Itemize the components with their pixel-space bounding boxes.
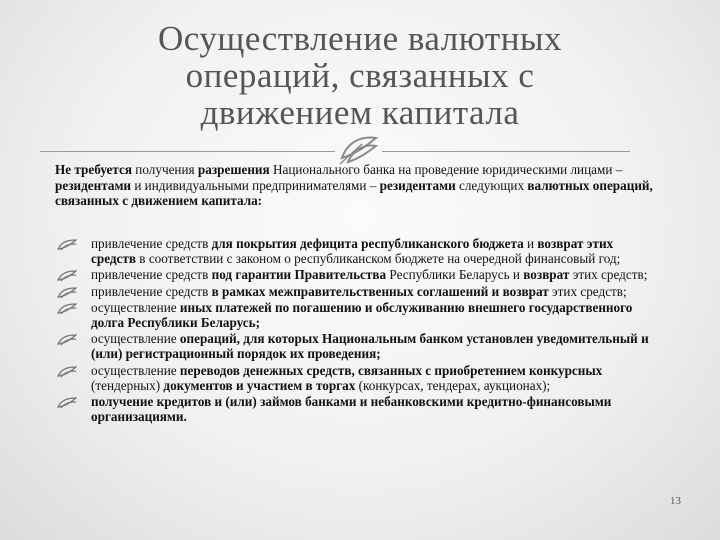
- leaf-bullet-icon: [57, 239, 77, 251]
- title-divider-right: [382, 151, 630, 152]
- list-item: [55, 363, 655, 393]
- item-text: (конкурсах, тендерах, аукционах);: [355, 377, 551, 393]
- item-text: этих средств;: [548, 283, 627, 299]
- leaf-bullet-icon: [57, 366, 77, 378]
- item-text: для покрытия дефицита республиканского бюджета: [211, 236, 524, 251]
- item-text: в соответствии с законом о республиканском бюджете на очередной финансовый год;: [136, 251, 621, 267]
- list-item: [55, 394, 655, 424]
- item-text: документов и участием в торгах: [163, 377, 356, 393]
- title-divider-left: [40, 151, 335, 152]
- intro-text: валютных операций, связанных с движением капитала:: [55, 177, 653, 208]
- item-text: в рамках межправительственных соглашений и возврат: [211, 283, 549, 299]
- intro-text: следующих: [455, 177, 528, 193]
- list-item: [55, 300, 655, 330]
- item-text: Республики Беларусь и: [386, 267, 524, 283]
- item-text: переводов денежных средств, связанных с приобретением конкурсных: [179, 362, 603, 378]
- item-text: иных платежей по погашению и обслуживанию внешнего государственного долга Республики Беларусь;: [91, 299, 633, 331]
- item-text: и: [523, 236, 538, 251]
- item-text: привлечение средств: [91, 283, 212, 299]
- item-text: возврат этих средств: [91, 236, 614, 267]
- item-text: этих средств;: [569, 267, 648, 283]
- intro-text: резидентами: [379, 177, 456, 193]
- item-text: осуществление: [91, 362, 180, 378]
- item-text: получение кредитов и (или) займов банками и небанковскими кредитно-финансовыми организациями.: [91, 394, 612, 425]
- intro-text: разрешения: [197, 162, 270, 177]
- leaf-bullet-icon: [57, 303, 77, 315]
- operations-list: [55, 236, 655, 425]
- leaf-bullet-icon: [57, 334, 77, 346]
- list-item: [55, 284, 655, 299]
- list-item: [55, 267, 655, 282]
- item-text: привлечение средств: [91, 267, 212, 283]
- leaf-bullet-icon: [57, 287, 77, 299]
- intro-text: резидентами: [55, 177, 132, 193]
- intro-text: Национального банка на проведение юридическими лицами –: [269, 162, 623, 177]
- list-item: [55, 331, 655, 361]
- leaf-bullet-icon: [57, 397, 77, 409]
- item-text: возврат: [523, 267, 570, 283]
- item-text: операций, для которых Национальным банком установлен уведомительный и (или) регистрационный порядок их проведения;: [91, 331, 649, 362]
- intro-text: Не требуется: [55, 162, 132, 177]
- page-number: 13: [670, 495, 681, 507]
- list-item: [55, 236, 655, 266]
- intro-text: и индивидуальными предпринимателями –: [131, 177, 380, 193]
- item-text: осуществление: [91, 331, 180, 347]
- intro-text: получения: [132, 162, 198, 177]
- item-text: осуществление: [91, 299, 180, 315]
- intro-paragraph: [55, 162, 685, 209]
- item-text: под гарантии Правительства: [211, 267, 387, 283]
- item-text: (тендерных): [91, 377, 164, 393]
- leaf-bullet-icon: [57, 270, 77, 282]
- item-text: привлечение средств: [91, 236, 212, 251]
- slide-title: Осуществление валютных операций, связанных с движением капитала: [158, 19, 562, 132]
